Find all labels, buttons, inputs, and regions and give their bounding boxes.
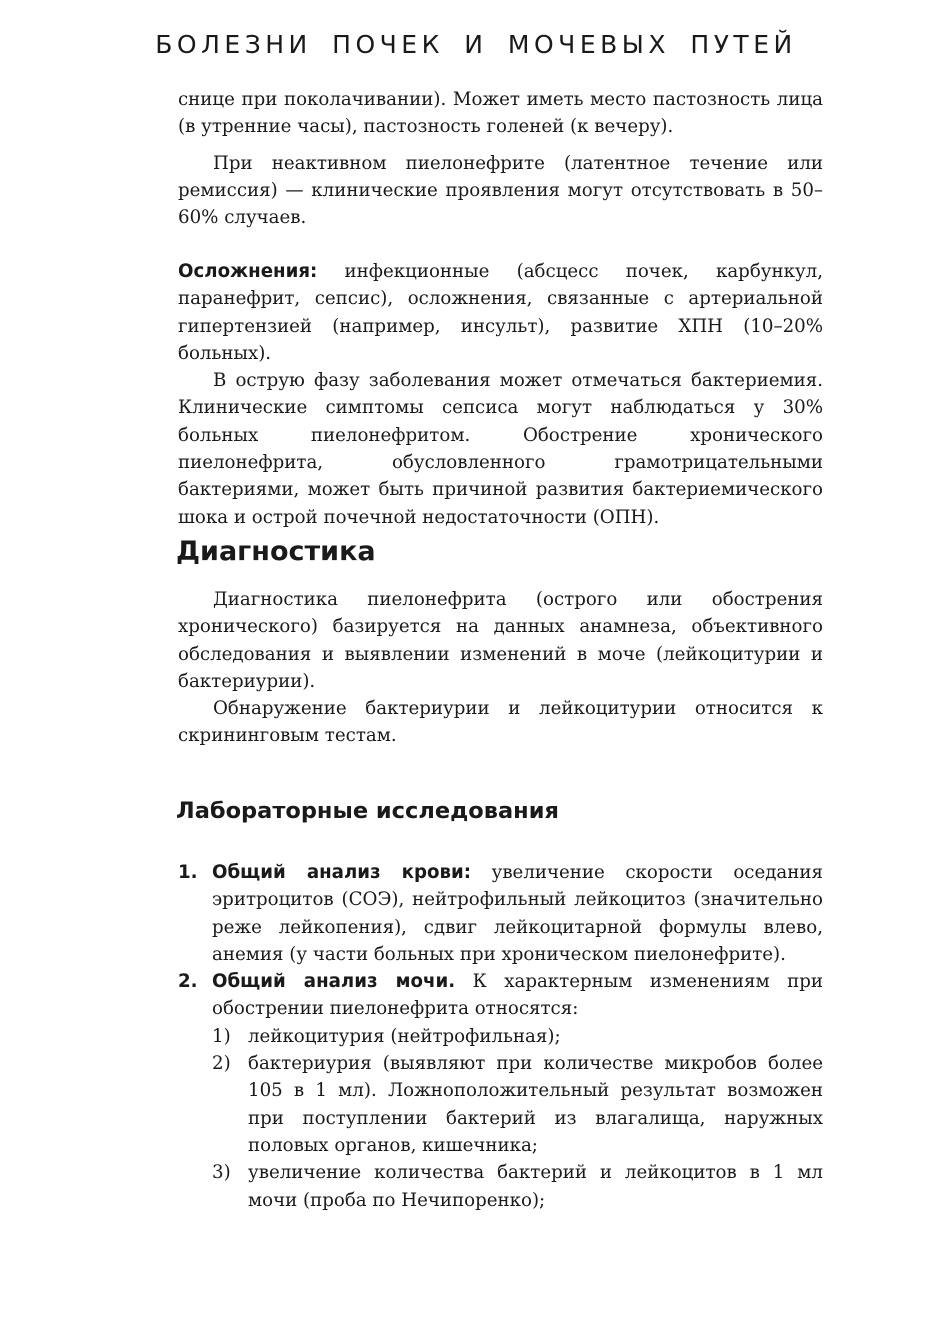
complications-text: инфекционные (абсцесс почек, карбункул, паранефрит, сепсис), осложнения, связанные с артериальной гипертензией (например, инсульт), развитие ХПН (10–20% больных). — [178, 261, 823, 364]
complications-paragraph — [178, 258, 823, 367]
lab-tests-list — [178, 859, 823, 1214]
list-number: 2. — [178, 971, 198, 993]
diagnostics-block — [178, 586, 823, 750]
sub-list-item — [178, 1159, 823, 1214]
sub-list-text: увеличение количества бактерий и лейкоцитов в 1 мл мочи (проба по Нечипоренко); — [248, 1162, 823, 1211]
sub-list-number: 1) — [212, 1025, 231, 1047]
paragraph: Диагностика пиелонефрита (острого или обострения хронического) базируется на данных анамнеза, объективного обследования и выявлении изменений в моче (лейкоцитурии и бактериурии). — [178, 589, 823, 692]
paragraph: При неактивном пиелонефрите (латентное течение или ремиссия) — клинические проявления могут отсутствовать в 50–60% случаев. — [178, 152, 823, 229]
sub-list-item — [178, 1050, 823, 1159]
sub-list-text: лейкоцитурия (нейтрофильная); — [248, 1025, 561, 1047]
subsection-heading-lab: Лабораторные исследования — [176, 798, 559, 824]
list-item-text: увеличение скорости оседания эритроцитов (СОЭ), нейтрофильный лейкоцитоз (значительно реже лейкопения), сдвиг лейкоцитарной формулы влево, анемия (у части больных при хроническом пиелонефрите). — [212, 862, 823, 965]
section-heading-diagnostics: Диагностика — [176, 536, 376, 567]
sub-list-item — [178, 1023, 823, 1050]
list-item-label: Общий анализ крови: — [212, 862, 472, 883]
complications-block — [178, 258, 823, 531]
sub-list-number: 2) — [212, 1053, 231, 1075]
intro-block — [178, 86, 823, 231]
complications-label: Осложнения: — [178, 261, 318, 282]
list-number: 1. — [178, 862, 198, 883]
paragraph: Обнаружение бактериурии и лейкоцитурии относится к скрининговым тестам. — [178, 698, 823, 747]
sub-list-number: 3) — [212, 1162, 231, 1184]
list-item — [178, 859, 823, 968]
paragraph: В острую фазу заболевания может отмечаться бактериемия. Клинические симптомы сепсиса могут наблюдаться у 30% больных пиелонефритом. Обострение хронического пиелонефрита, обусловленного грамотрицательными бактериями, может быть причиной развития бактериемического шока и острой почечной недостаточности (ОПН). — [178, 370, 823, 528]
list-item-label: Общий анализ мочи. — [212, 971, 456, 993]
running-head: БОЛЕЗНИ ПОЧЕК И МОЧЕВЫХ ПУТЕЙ — [155, 30, 797, 59]
sub-list-text: бактериурия (выявляют при количестве микробов более 105 в 1 мл). Ложноположительный результат возможен при поступлении бактерий из влагалища, наружных половых органов, кишечника; — [248, 1053, 823, 1156]
paragraph: снице при поколачивании). Может иметь место пастозность лица (в утренние часы), пастозность голеней (к вечеру). — [178, 89, 823, 138]
list-item — [178, 968, 823, 1023]
list-item-text: К характерным изменениям при обострении пиелонефрита относятся: — [212, 971, 823, 1020]
